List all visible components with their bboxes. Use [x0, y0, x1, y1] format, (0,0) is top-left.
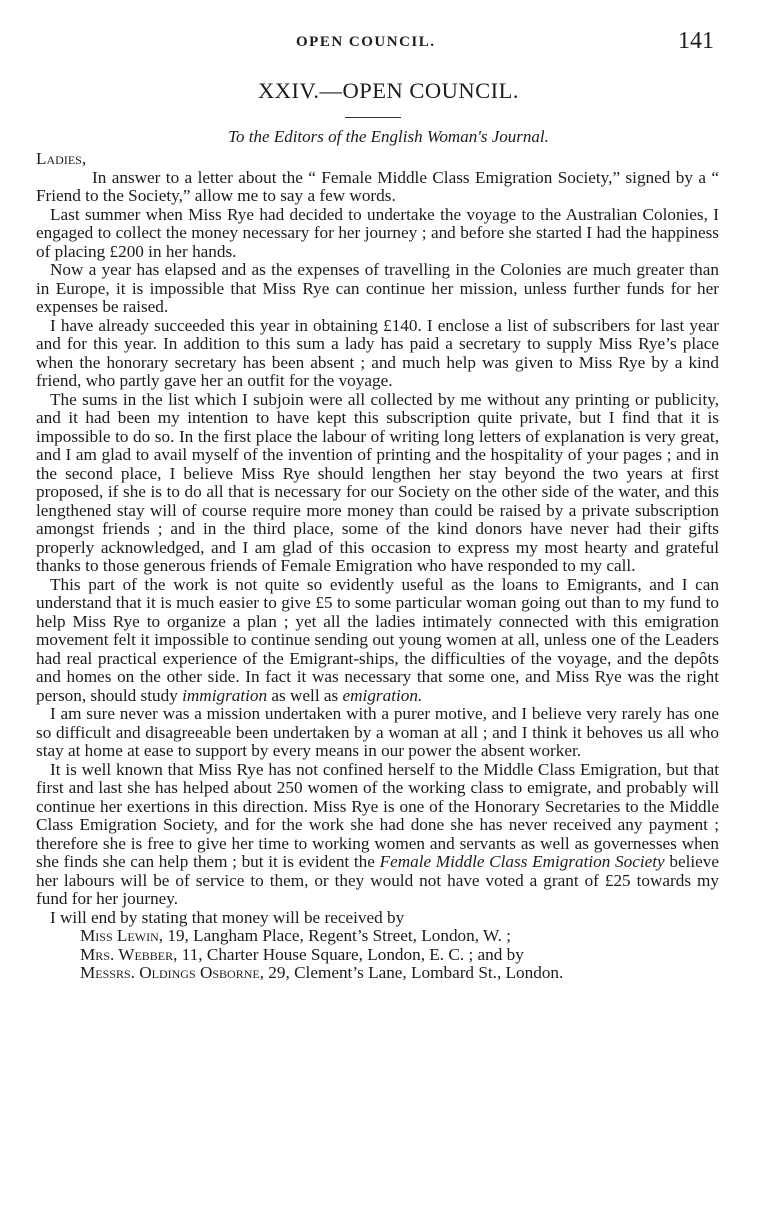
paragraph-5: The sums in the list which I subjoin were all collected by me without any printing or publicity, and it had been my intention to have kept this subscription quite private, but I find that it is impossible to do so. In the first place the labour of writing long letters of explanation is very great, and I am glad to avail myself of the invention of printing and the hospitality of your pages ; and in the second place, I believe Miss Rye should lengthen her stay beyond the two years at first proposed, if she is to do all that is necessary for our Society on the other side of the water, and this lengthened stay will of course require more money than could be raised by a private subscription amongst friends ; and in the third place, some of the kind donors have never had their gifts properly acknowledged, and I am glad of this occasion to express my most hearty and grateful thanks to those generous friends of Female Emigration who have responded to my call.	[36, 389, 719, 575]
paragraph-7: I am sure never was a mission undertaken with a purer motive, and I believe very rarely has one so difficult and disagreeable been undertaken by a woman at all ; and I think it behoves us all who stay at home at ease to support by every means in our power the absent worker.	[36, 704, 719, 760]
address-2-name: Mrs. Webber	[80, 944, 174, 964]
address-3-rest: , 29, Clement’s Lane, Lombard St., London.	[259, 963, 564, 982]
address-line-1	[36, 927, 719, 946]
paragraph-1: In answer to a letter about the “ Female Middle Class Emigration Society,” signed by a “ Friend to the Society,” allow me to say a few words.	[36, 167, 719, 205]
running-head-title: OPEN COUNCIL.	[296, 34, 436, 50]
address-2-rest: , 11, Charter House Square, London, E. C. ; and by	[173, 944, 524, 964]
running-head	[0, 28, 777, 56]
address-1-rest: , 19, Langham Place, Regent’s Street, London, W. ;	[158, 926, 512, 945]
paragraph-6-italic-immigration: immigration	[182, 685, 268, 705]
paragraph-6-text: This part of the work is not quite so evidently useful as the loans to Emigrants, and I can understand that it is much easier to give £5 to some particular woman going out than to my fund to help Miss Rye to organize a plan ; yet all the ladies intimately connected with this emigration movement felt it impossible to continue sending out young women at all, unless one of the Leaders had real practical experience of the Emigrant-ships, the difficulties of the voyage, and the depôts and homes on the other side. In fact it was necessary that some one, and Miss Rye was the right person, should study	[36, 574, 719, 705]
salutation: Ladies,	[36, 149, 87, 168]
article-title: XXIV.—OPEN COUNCIL.	[258, 78, 519, 103]
paragraph-8	[36, 761, 719, 909]
address-line-2	[36, 946, 719, 965]
page-number: 141	[678, 28, 714, 54]
paragraph-8-end: believe her labours will be of service to them, or they would not have voted a grant of £25 towards my fund for her journey.	[36, 852, 719, 908]
paragraph-6-mid: as well as	[267, 685, 343, 705]
closing-line: I will end by stating that money will be received by	[50, 907, 405, 927]
paragraph-6-italic-emigration: emigration.	[342, 685, 423, 705]
paragraph-6	[36, 576, 719, 706]
letter-body	[36, 150, 719, 983]
paragraph-8-text: It is well known that Miss Rye has not confined herself to the Middle Class Emigration, but that first and last she has helped about 250 women of the working class to emigrate, and probably will continue her exertions in this direction. Miss Rye is one of the Honorary Secretaries to the Middle Class Emigration Society, and for the work she had done she has never received any payment ; therefore she is free to give her time to working women and servants as well as governesses when she finds she can help them ; but it is evident the	[36, 759, 719, 871]
address-line-3	[36, 964, 719, 983]
address-3-name: Messrs. Oldings Osborne	[80, 963, 260, 982]
paragraph-2: Last summer when Miss Rye had decided to undertake the voyage to the Australian Colonies, I engaged to collect the money necessary for her journey ; and before she started I had the happiness of placing £200 in her hands.	[36, 204, 719, 261]
letter-address-line: To the Editors of the English Woman's Journal.	[228, 127, 549, 146]
paragraph-8-italic-society: Female Middle Class Emigration Society	[379, 852, 665, 871]
paragraph-3: Now a year has elapsed and as the expenses of travelling in the Colonies are much greater than in Europe, it is impossible that Miss Rye can continue her mission, unless further funds for her expenses be raised.	[36, 260, 719, 316]
address-1-name: Miss Lewin	[80, 926, 159, 945]
title-rule	[345, 117, 401, 118]
paragraph-4: I have already succeeded this year in obtaining £140. I enclose a list of subscribers for last year and for this year. In addition to this sum a lady has paid a secretary to supply Miss Rye’s place when the honorary secretary has been absent ; and much help was given to Miss Rye by a kind friend, who partly gave her an outfit for the voyage.	[36, 315, 719, 390]
